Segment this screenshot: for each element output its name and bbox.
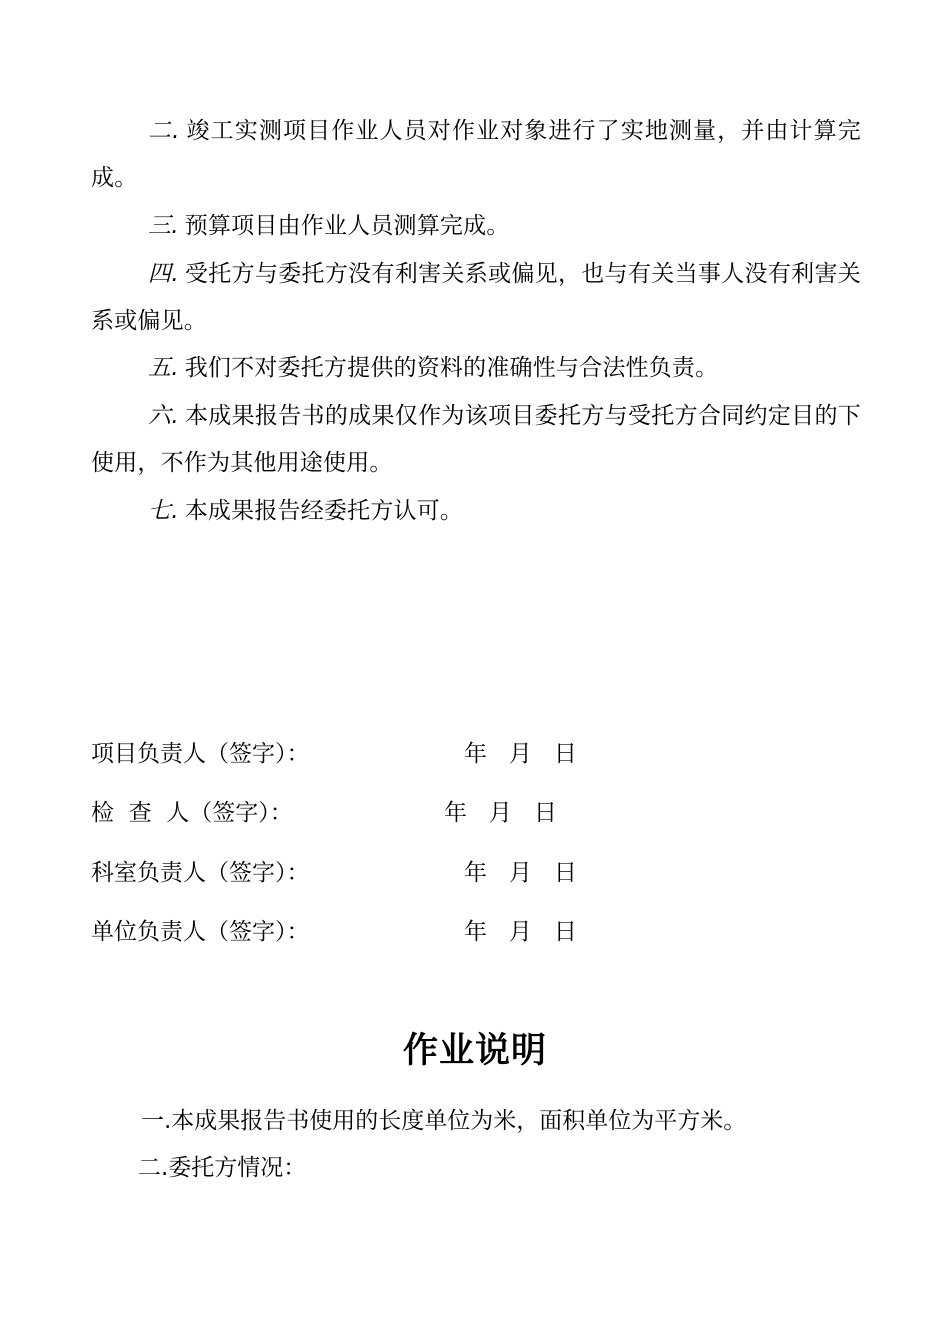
statement-text: 本成果报告经委托方认可。 xyxy=(184,498,464,524)
section-item-2: 二.委托方情况： xyxy=(138,1155,307,1181)
statement-text: 受托方与委托方没有利害关系或偏见，也与有关当事人没有利害关系或偏见。 xyxy=(91,261,861,334)
statement-text: 预算项目由作业人员测算完成。 xyxy=(184,213,510,239)
statement-number: 二. xyxy=(148,118,180,144)
statement-text: 本成果报告书的成果仅作为该项目委托方与受托方合同约定目的下使用，不作为其他用途使用。 xyxy=(91,403,861,476)
signature-date-project-lead: 年 月 日 xyxy=(464,741,577,767)
signature-date-unit-lead: 年 月 日 xyxy=(464,919,577,945)
statement-text: 竣工实测项目作业人员对作业对象进行了实地测量，并由计算完成。 xyxy=(91,118,861,191)
signature-label-project-lead: 项目负责人（签字）： xyxy=(91,741,310,767)
statement-3 xyxy=(91,203,861,250)
signature-label-inspector: 检 查 人（签字）： xyxy=(91,800,293,826)
section-title: 作业说明 xyxy=(402,1031,547,1071)
statement-number: 五. xyxy=(148,355,179,381)
statement-text: 我们不对委托方提供的资料的准确性与合法性负责。 xyxy=(184,355,719,381)
statement-2 xyxy=(91,108,861,202)
statement-7 xyxy=(91,488,861,535)
statement-number: 六. xyxy=(148,403,179,429)
signature-label-department-lead: 科室负责人（签字）： xyxy=(91,860,310,886)
statement-number: 七. xyxy=(148,498,179,524)
signature-date-department-lead: 年 月 日 xyxy=(464,860,577,886)
signature-date-inspector: 年 月 日 xyxy=(444,800,557,826)
statement-6 xyxy=(91,393,861,487)
statement-4 xyxy=(91,251,861,345)
statement-number: 四. xyxy=(148,261,179,287)
statement-5 xyxy=(91,345,861,392)
statement-number: 三. xyxy=(148,213,179,239)
section-item-1: 一.本成果报告书使用的长度单位为米，面积单位为平方米。 xyxy=(141,1108,747,1134)
signature-label-unit-lead: 单位负责人（签字）： xyxy=(91,919,310,945)
